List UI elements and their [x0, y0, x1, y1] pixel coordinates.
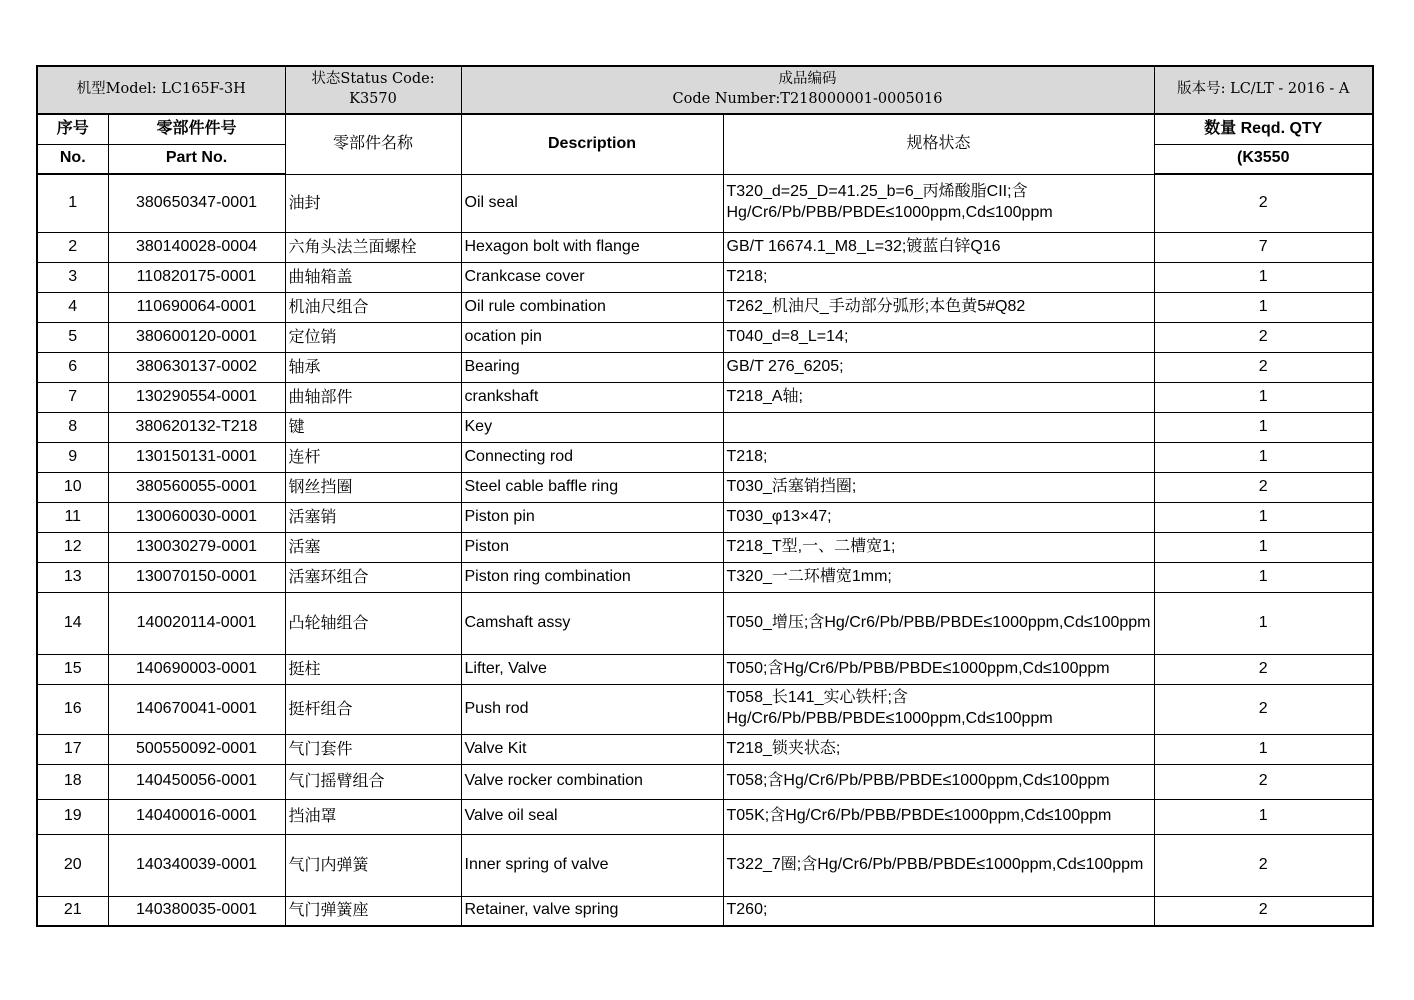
row-number: 2 — [37, 232, 108, 262]
part-description: ocation pin — [461, 322, 723, 352]
quantity: 2 — [1154, 834, 1373, 896]
part-name: 六角头法兰面螺栓 — [285, 232, 461, 262]
row-number: 8 — [37, 412, 108, 442]
table-row — [37, 502, 1373, 532]
spec-status: T218_A轴; — [723, 382, 1154, 412]
row-number: 20 — [37, 834, 108, 896]
part-description: Oil seal — [461, 174, 723, 232]
quantity: 2 — [1154, 764, 1373, 799]
qty-header: 数量 Reqd. QTY — [1154, 114, 1373, 144]
quantity: 1 — [1154, 592, 1373, 654]
part-number: 140690003-0001 — [108, 654, 285, 684]
table-row — [37, 734, 1373, 764]
part-number: 380140028-0004 — [108, 232, 285, 262]
spec-status — [723, 412, 1154, 442]
row-number: 13 — [37, 562, 108, 592]
part-name: 机油尺组合 — [285, 292, 461, 322]
seq-header-cn: 序号 — [37, 114, 108, 144]
part-number: 140450056-0001 — [108, 764, 285, 799]
part-name: 连杆 — [285, 442, 461, 472]
part-name-header: 零部件名称 — [285, 114, 461, 174]
status-code-label: 状态Status Code: — [311, 71, 435, 88]
part-description: Bearing — [461, 352, 723, 382]
table-row — [37, 592, 1373, 654]
table-row — [37, 352, 1373, 382]
spec-status: T320_一二环槽宽1mm; — [723, 562, 1154, 592]
row-number: 3 — [37, 262, 108, 292]
quantity: 2 — [1154, 654, 1373, 684]
table-row — [37, 834, 1373, 896]
column-header-row-1 — [37, 114, 1373, 144]
row-number: 15 — [37, 654, 108, 684]
spec-status: T030_活塞销挡圈; — [723, 472, 1154, 502]
part-name: 活塞环组合 — [285, 562, 461, 592]
part-number: 130290554-0001 — [108, 382, 285, 412]
version-cell: 版本号: LC/LT - 2016 - A — [1154, 66, 1373, 114]
part-description: Key — [461, 412, 723, 442]
spec-status: T040_d=8_L=14; — [723, 322, 1154, 352]
table-row — [37, 262, 1373, 292]
table-row — [37, 292, 1373, 322]
row-number: 19 — [37, 799, 108, 834]
part-name: 气门摇臂组合 — [285, 764, 461, 799]
part-number: 380600120-0001 — [108, 322, 285, 352]
row-number: 7 — [37, 382, 108, 412]
row-number: 21 — [37, 896, 108, 926]
row-number: 6 — [37, 352, 108, 382]
row-number: 1 — [37, 174, 108, 232]
quantity: 2 — [1154, 174, 1373, 232]
part-name: 气门套件 — [285, 734, 461, 764]
qty-code-header: (K3550 — [1154, 144, 1373, 174]
quantity: 1 — [1154, 292, 1373, 322]
part-number: 140340039-0001 — [108, 834, 285, 896]
code-number-cell — [461, 66, 1154, 114]
spec-status: T058_长141_实心铁杆;含Hg/Cr6/Pb/PBB/PBDE≤1000ppm,Cd≤100ppm — [723, 684, 1154, 734]
table-row — [37, 232, 1373, 262]
part-description: Inner spring of valve — [461, 834, 723, 896]
part-description: Retainer, valve spring — [461, 896, 723, 926]
model-cell: 机型Model: LC165F-3H — [37, 66, 285, 114]
spec-status: T260; — [723, 896, 1154, 926]
part-name: 气门弹簧座 — [285, 896, 461, 926]
row-number: 10 — [37, 472, 108, 502]
part-description: Steel cable baffle ring — [461, 472, 723, 502]
part-name: 挡油罩 — [285, 799, 461, 834]
part-name: 钢丝挡圈 — [285, 472, 461, 502]
table-row — [37, 562, 1373, 592]
part-number: 140380035-0001 — [108, 896, 285, 926]
spec-status: T218_锁夹状态; — [723, 734, 1154, 764]
part-name: 气门内弹簧 — [285, 834, 461, 896]
description-header: Description — [461, 114, 723, 174]
table-row — [37, 764, 1373, 799]
part-description: Push rod — [461, 684, 723, 734]
table-row — [37, 174, 1373, 232]
spec-status: GB/T 16674.1_M8_L=32;镀蓝白锌Q16 — [723, 232, 1154, 262]
part-number: 380560055-0001 — [108, 472, 285, 502]
quantity: 2 — [1154, 684, 1373, 734]
spec-status: T218; — [723, 442, 1154, 472]
part-number: 130150131-0001 — [108, 442, 285, 472]
part-name: 挺柱 — [285, 654, 461, 684]
table-row — [37, 684, 1373, 734]
spec-status: T058;含Hg/Cr6/Pb/PBB/PBDE≤1000ppm,Cd≤100ppm — [723, 764, 1154, 799]
row-number: 18 — [37, 764, 108, 799]
part-name: 曲轴部件 — [285, 382, 461, 412]
spec-status: T322_7圈;含Hg/Cr6/Pb/PBB/PBDE≤1000ppm,Cd≤100ppm — [723, 834, 1154, 896]
part-description: Camshaft assy — [461, 592, 723, 654]
parts-list-table — [36, 65, 1374, 927]
part-number: 110690064-0001 — [108, 292, 285, 322]
row-number: 5 — [37, 322, 108, 352]
quantity: 1 — [1154, 562, 1373, 592]
seq-header-en: No. — [37, 144, 108, 174]
row-number: 11 — [37, 502, 108, 532]
part-number: 140670041-0001 — [108, 684, 285, 734]
part-no-header-en: Part No. — [108, 144, 285, 174]
part-number: 380630137-0002 — [108, 352, 285, 382]
part-name: 挺杆组合 — [285, 684, 461, 734]
spec-status: T218; — [723, 262, 1154, 292]
part-description: Lifter, Valve — [461, 654, 723, 684]
part-number: 500550092-0001 — [108, 734, 285, 764]
part-name: 轴承 — [285, 352, 461, 382]
row-number: 9 — [37, 442, 108, 472]
spec-status: T320_d=25_D=41.25_b=6_丙烯酸脂CII;含Hg/Cr6/Pb/PBB/PBDE≤1000ppm,Cd≤100ppm — [723, 174, 1154, 232]
part-number: 140400016-0001 — [108, 799, 285, 834]
quantity: 2 — [1154, 472, 1373, 502]
row-number: 17 — [37, 734, 108, 764]
table-row — [37, 896, 1373, 926]
quantity: 1 — [1154, 502, 1373, 532]
quantity: 1 — [1154, 262, 1373, 292]
row-number: 14 — [37, 592, 108, 654]
quantity: 1 — [1154, 532, 1373, 562]
part-description: Piston ring combination — [461, 562, 723, 592]
spec-header: 规格状态 — [723, 114, 1154, 174]
part-description: Crankcase cover — [461, 262, 723, 292]
quantity: 7 — [1154, 232, 1373, 262]
part-description: Valve rocker combination — [461, 764, 723, 799]
quantity: 1 — [1154, 442, 1373, 472]
spec-status: T218_T型,一、二槽宽1; — [723, 532, 1154, 562]
spec-status: T050_增压;含Hg/Cr6/Pb/PBB/PBDE≤1000ppm,Cd≤100ppm — [723, 592, 1154, 654]
code-number-label: 成品编码 — [778, 71, 837, 88]
part-name: 活塞 — [285, 532, 461, 562]
quantity: 1 — [1154, 382, 1373, 412]
spec-status: T030_φ13×47; — [723, 502, 1154, 532]
part-description: Piston pin — [461, 502, 723, 532]
table-row — [37, 322, 1373, 352]
table-row — [37, 472, 1373, 502]
part-name: 油封 — [285, 174, 461, 232]
status-code-cell — [285, 66, 461, 114]
table-row — [37, 654, 1373, 684]
part-name: 定位销 — [285, 322, 461, 352]
row-number: 4 — [37, 292, 108, 322]
spec-status: GB/T 276_6205; — [723, 352, 1154, 382]
quantity: 1 — [1154, 734, 1373, 764]
quantity: 1 — [1154, 799, 1373, 834]
part-description: Hexagon bolt with flange — [461, 232, 723, 262]
quantity: 2 — [1154, 896, 1373, 926]
table-row — [37, 382, 1373, 412]
part-number: 110820175-0001 — [108, 262, 285, 292]
part-name: 活塞销 — [285, 502, 461, 532]
quantity: 2 — [1154, 352, 1373, 382]
part-description: Valve oil seal — [461, 799, 723, 834]
part-name: 曲轴箱盖 — [285, 262, 461, 292]
part-number: 380650347-0001 — [108, 174, 285, 232]
part-description: Valve Kit — [461, 734, 723, 764]
row-number: 12 — [37, 532, 108, 562]
part-description: Oil rule combination — [461, 292, 723, 322]
spec-status: T050;含Hg/Cr6/Pb/PBB/PBDE≤1000ppm,Cd≤100ppm — [723, 654, 1154, 684]
part-description: crankshaft — [461, 382, 723, 412]
code-number-value: Code Number:T218000001-0005016 — [672, 91, 943, 107]
table-row — [37, 799, 1373, 834]
part-number: 130030279-0001 — [108, 532, 285, 562]
part-name: 键 — [285, 412, 461, 442]
spec-status: T262_机油尺_手动部分弧形;本色黄5#Q82 — [723, 292, 1154, 322]
part-no-header-cn: 零部件件号 — [108, 114, 285, 144]
part-description: Connecting rod — [461, 442, 723, 472]
spec-status: T05K;含Hg/Cr6/Pb/PBB/PBDE≤1000ppm,Cd≤100ppm — [723, 799, 1154, 834]
quantity: 2 — [1154, 322, 1373, 352]
part-number: 130070150-0001 — [108, 562, 285, 592]
table-row — [37, 412, 1373, 442]
table-row — [37, 442, 1373, 472]
part-number: 140020114-0001 — [108, 592, 285, 654]
row-number: 16 — [37, 684, 108, 734]
part-number: 130060030-0001 — [108, 502, 285, 532]
table-row — [37, 532, 1373, 562]
part-number: 380620132-T218 — [108, 412, 285, 442]
quantity: 1 — [1154, 412, 1373, 442]
title-row — [37, 66, 1373, 114]
part-name: 凸轮轴组合 — [285, 592, 461, 654]
part-description: Piston — [461, 532, 723, 562]
status-code-value: K3570 — [349, 91, 397, 107]
